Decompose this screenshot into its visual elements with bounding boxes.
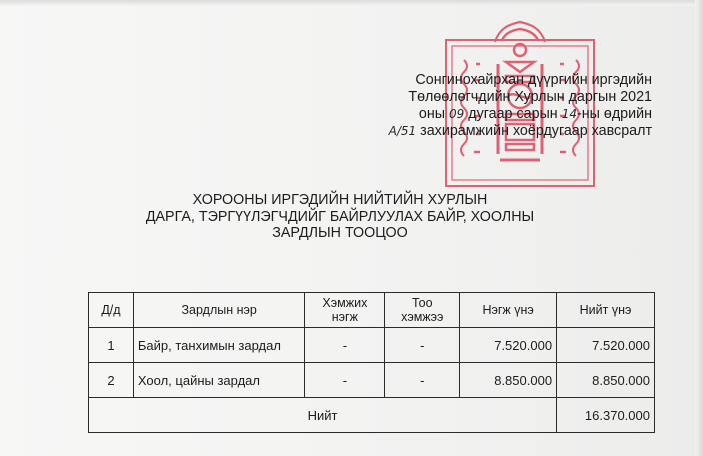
appendix-header bbox=[380, 72, 652, 140]
header-line-3 bbox=[380, 106, 652, 123]
document-title bbox=[130, 192, 550, 242]
title-line-3: ЗАРДЛЫН ТООЦОО bbox=[272, 225, 408, 241]
col-header-no: Д/д bbox=[89, 293, 134, 328]
quantity-cell: - bbox=[385, 363, 460, 398]
handwritten-month: 09 bbox=[448, 107, 465, 121]
col-header-name: Зардлын нэр bbox=[133, 293, 305, 328]
handwritten-order-number: А/51 bbox=[388, 124, 417, 138]
header-line-3-part-c: -ны өдрийн bbox=[576, 106, 652, 122]
table-total-row bbox=[89, 398, 655, 433]
table-row bbox=[89, 363, 655, 398]
scan-edge-top bbox=[0, 0, 703, 6]
unit-price-cell: 7.520.000 bbox=[460, 328, 557, 363]
expense-name: Байр, танхимын зардал bbox=[133, 328, 305, 363]
quantity-cell: - bbox=[385, 328, 460, 363]
cost-table bbox=[88, 292, 655, 433]
handwritten-day: 14 bbox=[561, 107, 577, 121]
header-line-3-part-a: оны bbox=[418, 106, 445, 122]
header-line-1: Сонгинохайрхан дүүргийн иргэдийн bbox=[415, 72, 652, 88]
total-label: Нийт bbox=[89, 398, 557, 433]
unit-cell: - bbox=[305, 363, 385, 398]
row-number: 1 bbox=[89, 328, 134, 363]
total-price-cell: 8.850.000 bbox=[557, 363, 655, 398]
header-line-3-part-b: дугаар сарын bbox=[468, 106, 558, 122]
row-number: 2 bbox=[89, 363, 134, 398]
grand-total-value: 16.370.000 bbox=[557, 398, 655, 433]
header-line-4-part-b: захирамжийн хоёрдугаар хавсралт bbox=[420, 123, 652, 139]
unit-price-cell: 8.850.000 bbox=[460, 363, 557, 398]
col-header-total: Нийт үнэ bbox=[557, 293, 655, 328]
table-row bbox=[89, 328, 655, 363]
table-header-row bbox=[89, 293, 655, 328]
scan-edge-right bbox=[695, 0, 703, 456]
col-header-unit-price: Нэгж үнэ bbox=[460, 293, 557, 328]
title-line-2: ДАРГА, ТЭРГҮҮЛЭГЧДИЙГ БАЙРЛУУЛАХ БАЙР, ХООЛНЫ bbox=[145, 208, 535, 225]
col-header-qty: Тоо хэмжээ bbox=[385, 293, 460, 328]
total-price-cell: 7.520.000 bbox=[557, 328, 655, 363]
expense-name: Хоол, цайны зардал bbox=[133, 363, 305, 398]
header-line-2: Төлөөлөгчдийн Хурлын даргын 2021 bbox=[408, 89, 652, 105]
title-line-1: ХОРООНЫ ИРГЭДИЙН НИЙТИЙН ХУРЛЫН bbox=[192, 192, 488, 208]
unit-cell: - bbox=[305, 328, 385, 363]
col-header-unit: Хэмжих нэгж bbox=[305, 293, 385, 328]
header-line-4 bbox=[380, 123, 652, 140]
